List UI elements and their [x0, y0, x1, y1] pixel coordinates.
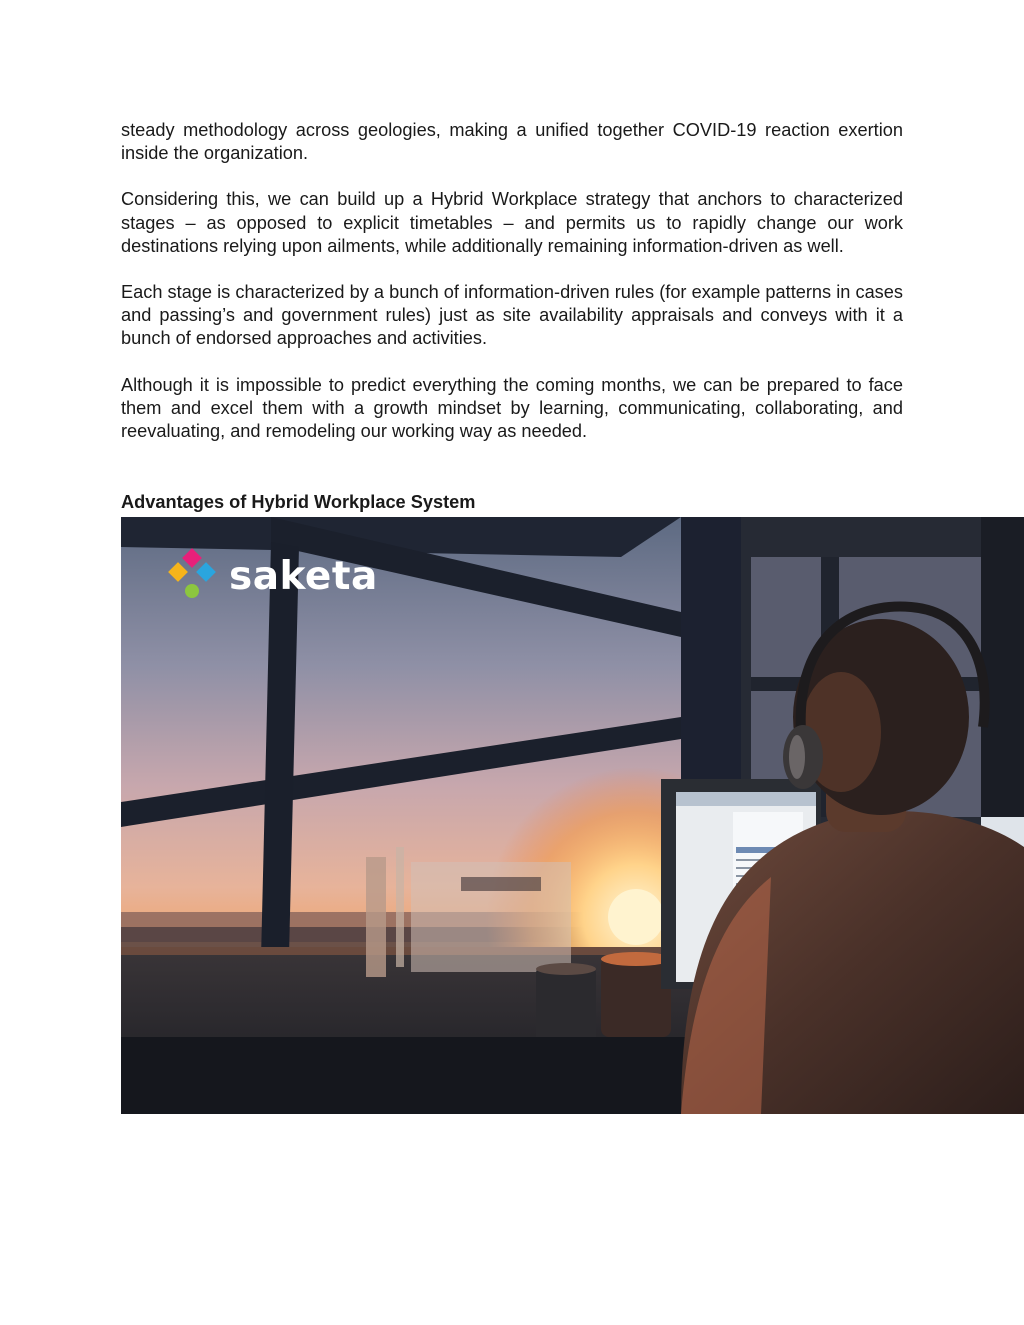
paragraph-3: Each stage is characterized by a bunch of information-driven rules (for example patterns in cases and passing’s and government rules) just as site availability appraisals and conveys with it a bunch of endorsed approaches and activities. [121, 282, 903, 349]
paragraph-2: Considering this, we can build up a Hybrid Workplace strategy that anchors to characterized stages – as opposed to explicit timetables – and permits us to rapidly change our work destinations relying upon ailments, while additionally remaining information-driven as well. [121, 189, 903, 256]
saketa-logo [165, 547, 378, 605]
saketa-logo-mark-icon [165, 547, 223, 605]
hero-photo [121, 517, 1024, 1114]
document-body [121, 119, 903, 466]
sunset-workstation-illustration [121, 517, 1024, 1114]
section-heading: Advantages of Hybrid Workplace System [121, 492, 476, 512]
paragraph-4: Although it is impossible to predict everything the coming months, we can be prepared to face them and excel them with a growth mindset by learning, communicating, collaborating, and reevaluating, and remodeling our working way as needed. [121, 374, 903, 442]
paragraph-1: steady methodology across geologies, making a unified together COVID-19 reaction exertion inside the organization. [121, 120, 903, 164]
saketa-logo-text: saketa [229, 553, 378, 599]
